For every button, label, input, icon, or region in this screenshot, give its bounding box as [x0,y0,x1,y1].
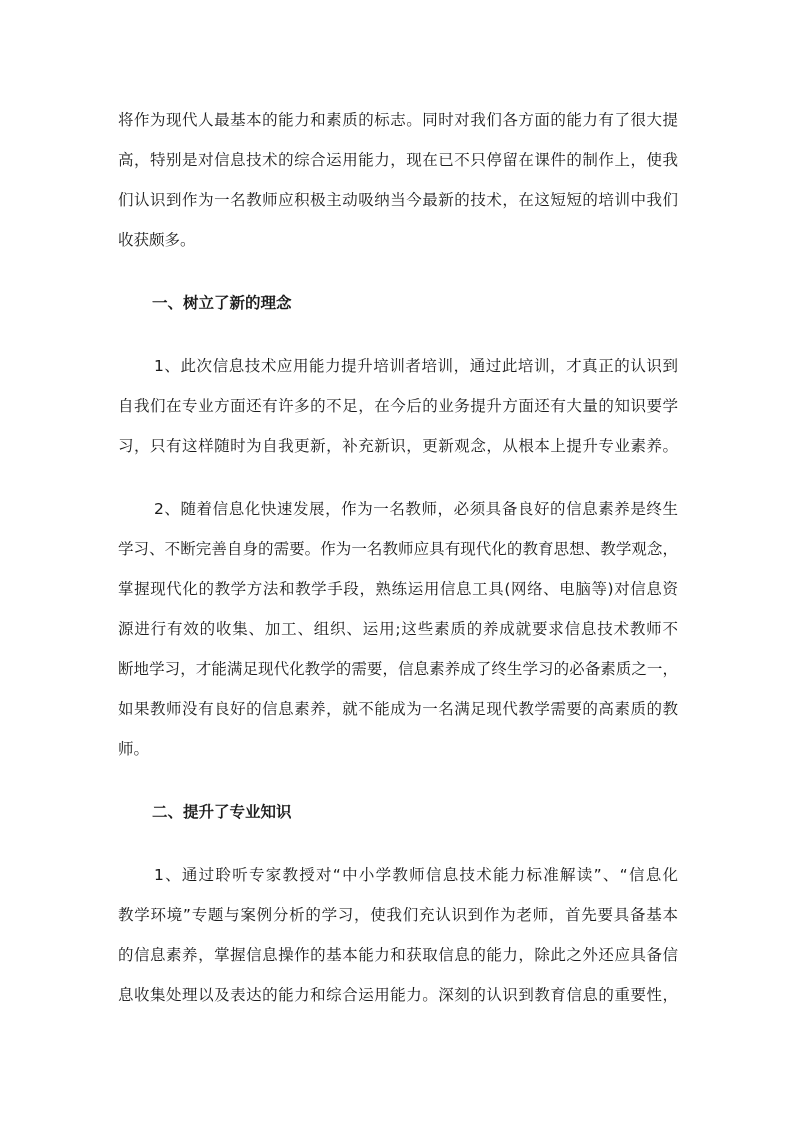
paragraph-gap [118,260,678,283]
paragraph-line: 的信息素养，掌握信息操作的基本能力和获取信息的能力，除此之外还应具备信 [118,946,678,964]
paragraph-line: 将作为现代人最基本的能力和素质的标志。同时对我们各方面的能力有了很大提 [118,111,678,129]
paragraph-line: 高，特别是对信息技术的综合运用能力，现在已不只停留在课件的制作上，使我 [118,151,678,169]
section-1-paragraph-2 [118,489,678,769]
paragraph-line: 1、通过聆听专家教授对“中小学教师信息技术能力标准解读”、“信息化 [154,866,678,884]
section-heading-2: 二、提升了专业知识 [152,803,292,821]
paragraph-line: 2、随着信息化快速发展，作为一名教师，必须具备良好的信息素养是终生 [154,500,678,518]
paragraph-line: 学习、不断完善自身的需要。作为一名教师应具有现代化的教育思想、教学观念， [118,540,678,558]
paragraph-line: 收获颇多。 [118,231,196,249]
paragraph-line: 师。 [118,740,150,758]
section-heading-1: 一、树立了新的理念 [152,294,292,312]
section-2-paragraph-1 [118,855,678,1015]
paragraph-line: 1、此次信息技术应用能力提升培训者培训，通过此培训，才真正的认识到 [154,357,678,375]
paragraph-line: 自我们在专业方面还有许多的不足，在今后的业务提升方面还有大量的知识要学 [118,397,678,415]
paragraph-line: 教学环境”专题与案例分析的学习，使我们充认识到作为老师，首先要具备基本 [118,906,678,924]
paragraph-line: 源进行有效的收集、加工、组织、运用;这些素质的养成就要求信息技术教师不 [118,620,678,638]
intro-paragraph [118,100,678,260]
paragraph-line: 断地学习，才能满足现代化教学的需要，信息素养成了终生学习的必备素质之一， [118,660,678,678]
document-body [118,100,678,1015]
paragraph-gap [118,323,678,346]
paragraph-line: 息收集处理以及表达的能力和综合运用能力。深刻的认识到教育信息的重要性， [118,986,678,1004]
paragraph-gap [118,769,678,792]
section-1-paragraph-1 [118,346,678,466]
paragraph-gap [118,466,678,489]
paragraph-line: 如果教师没有良好的信息素养，就不能成为一名满足现代教学需要的高素质的教 [118,700,678,718]
paragraph-line: 习，只有这样随时为自我更新，补充新识，更新观念，从根本上提升专业素养。 [118,437,678,455]
paragraph-line: 们认识到作为一名教师应积极主动吸纳当今最新的技术，在这短短的培训中我们 [118,191,678,209]
paragraph-line: 掌握现代化的教学方法和教学手段，熟练运用信息工具(网络、电脑等)对信息资 [118,580,678,598]
paragraph-gap [118,832,678,855]
